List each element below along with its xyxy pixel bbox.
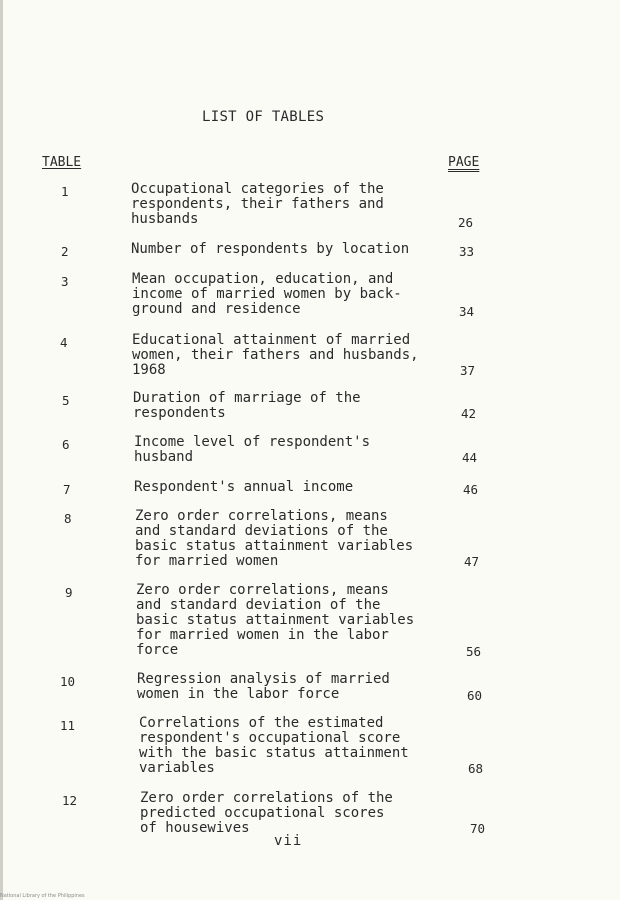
page-reference: 33 xyxy=(459,244,475,259)
table-number: 12 xyxy=(62,793,78,808)
page-title: LIST OF TABLES xyxy=(202,109,325,125)
table-number: 11 xyxy=(60,718,76,733)
table-number: 2 xyxy=(61,244,69,259)
table-number: 5 xyxy=(62,393,70,408)
table-description: Income level of respondent's husband xyxy=(134,434,371,465)
page-reference: 56 xyxy=(466,644,482,659)
page-column-header: PAGE xyxy=(448,155,480,170)
page-reference: 44 xyxy=(462,450,478,465)
table-description: Educational attainment of married women, their fathers and husbands, 1968 xyxy=(132,332,419,378)
table-description: Zero order correlations, means and standard deviation of the basic status attainment variables for married women in the labor force xyxy=(136,582,415,658)
page-reference: 34 xyxy=(459,304,475,319)
page-number: vii xyxy=(274,833,303,849)
table-description: Duration of marriage of the respondents xyxy=(133,390,361,421)
table-number: 6 xyxy=(62,437,70,452)
page-reference: 60 xyxy=(467,688,483,703)
table-number: 8 xyxy=(64,511,72,526)
page-reference: 47 xyxy=(464,554,480,569)
table-number: 10 xyxy=(60,674,76,689)
table-description: Regression analysis of married women in the labor force xyxy=(137,671,390,702)
scan-footer: National Library of the Philippines xyxy=(0,893,85,899)
table-number: 4 xyxy=(60,335,68,350)
page-reference: 26 xyxy=(458,215,474,230)
table-column-header: TABLE xyxy=(42,155,82,170)
table-description: Respondent's annual income xyxy=(134,479,354,495)
table-number: 3 xyxy=(61,274,69,289)
page-reference: 70 xyxy=(470,821,486,836)
table-description: Occupational categories of the respondents, their fathers and husbands xyxy=(131,181,384,227)
table-description: Zero order correlations, means and standard deviations of the basic status attainment variables for married women xyxy=(135,508,414,569)
table-number: 1 xyxy=(61,184,69,199)
table-number: 7 xyxy=(63,482,71,497)
table-description: Mean occupation, education, and income of married women by back- ground and residence xyxy=(132,271,402,317)
table-description: Number of respondents by location xyxy=(131,241,410,257)
table-description: Correlations of the estimated respondent's occupational score with the basic status attainment variables xyxy=(139,715,409,776)
page-reference: 42 xyxy=(461,406,477,421)
page-reference: 68 xyxy=(468,761,484,776)
table-description: Zero order correlations of the predicted occupational scores of housewives xyxy=(140,790,393,836)
table-number: 9 xyxy=(65,585,73,600)
page-reference: 46 xyxy=(463,482,479,497)
page-edge xyxy=(0,0,3,900)
page-reference: 37 xyxy=(460,363,476,378)
